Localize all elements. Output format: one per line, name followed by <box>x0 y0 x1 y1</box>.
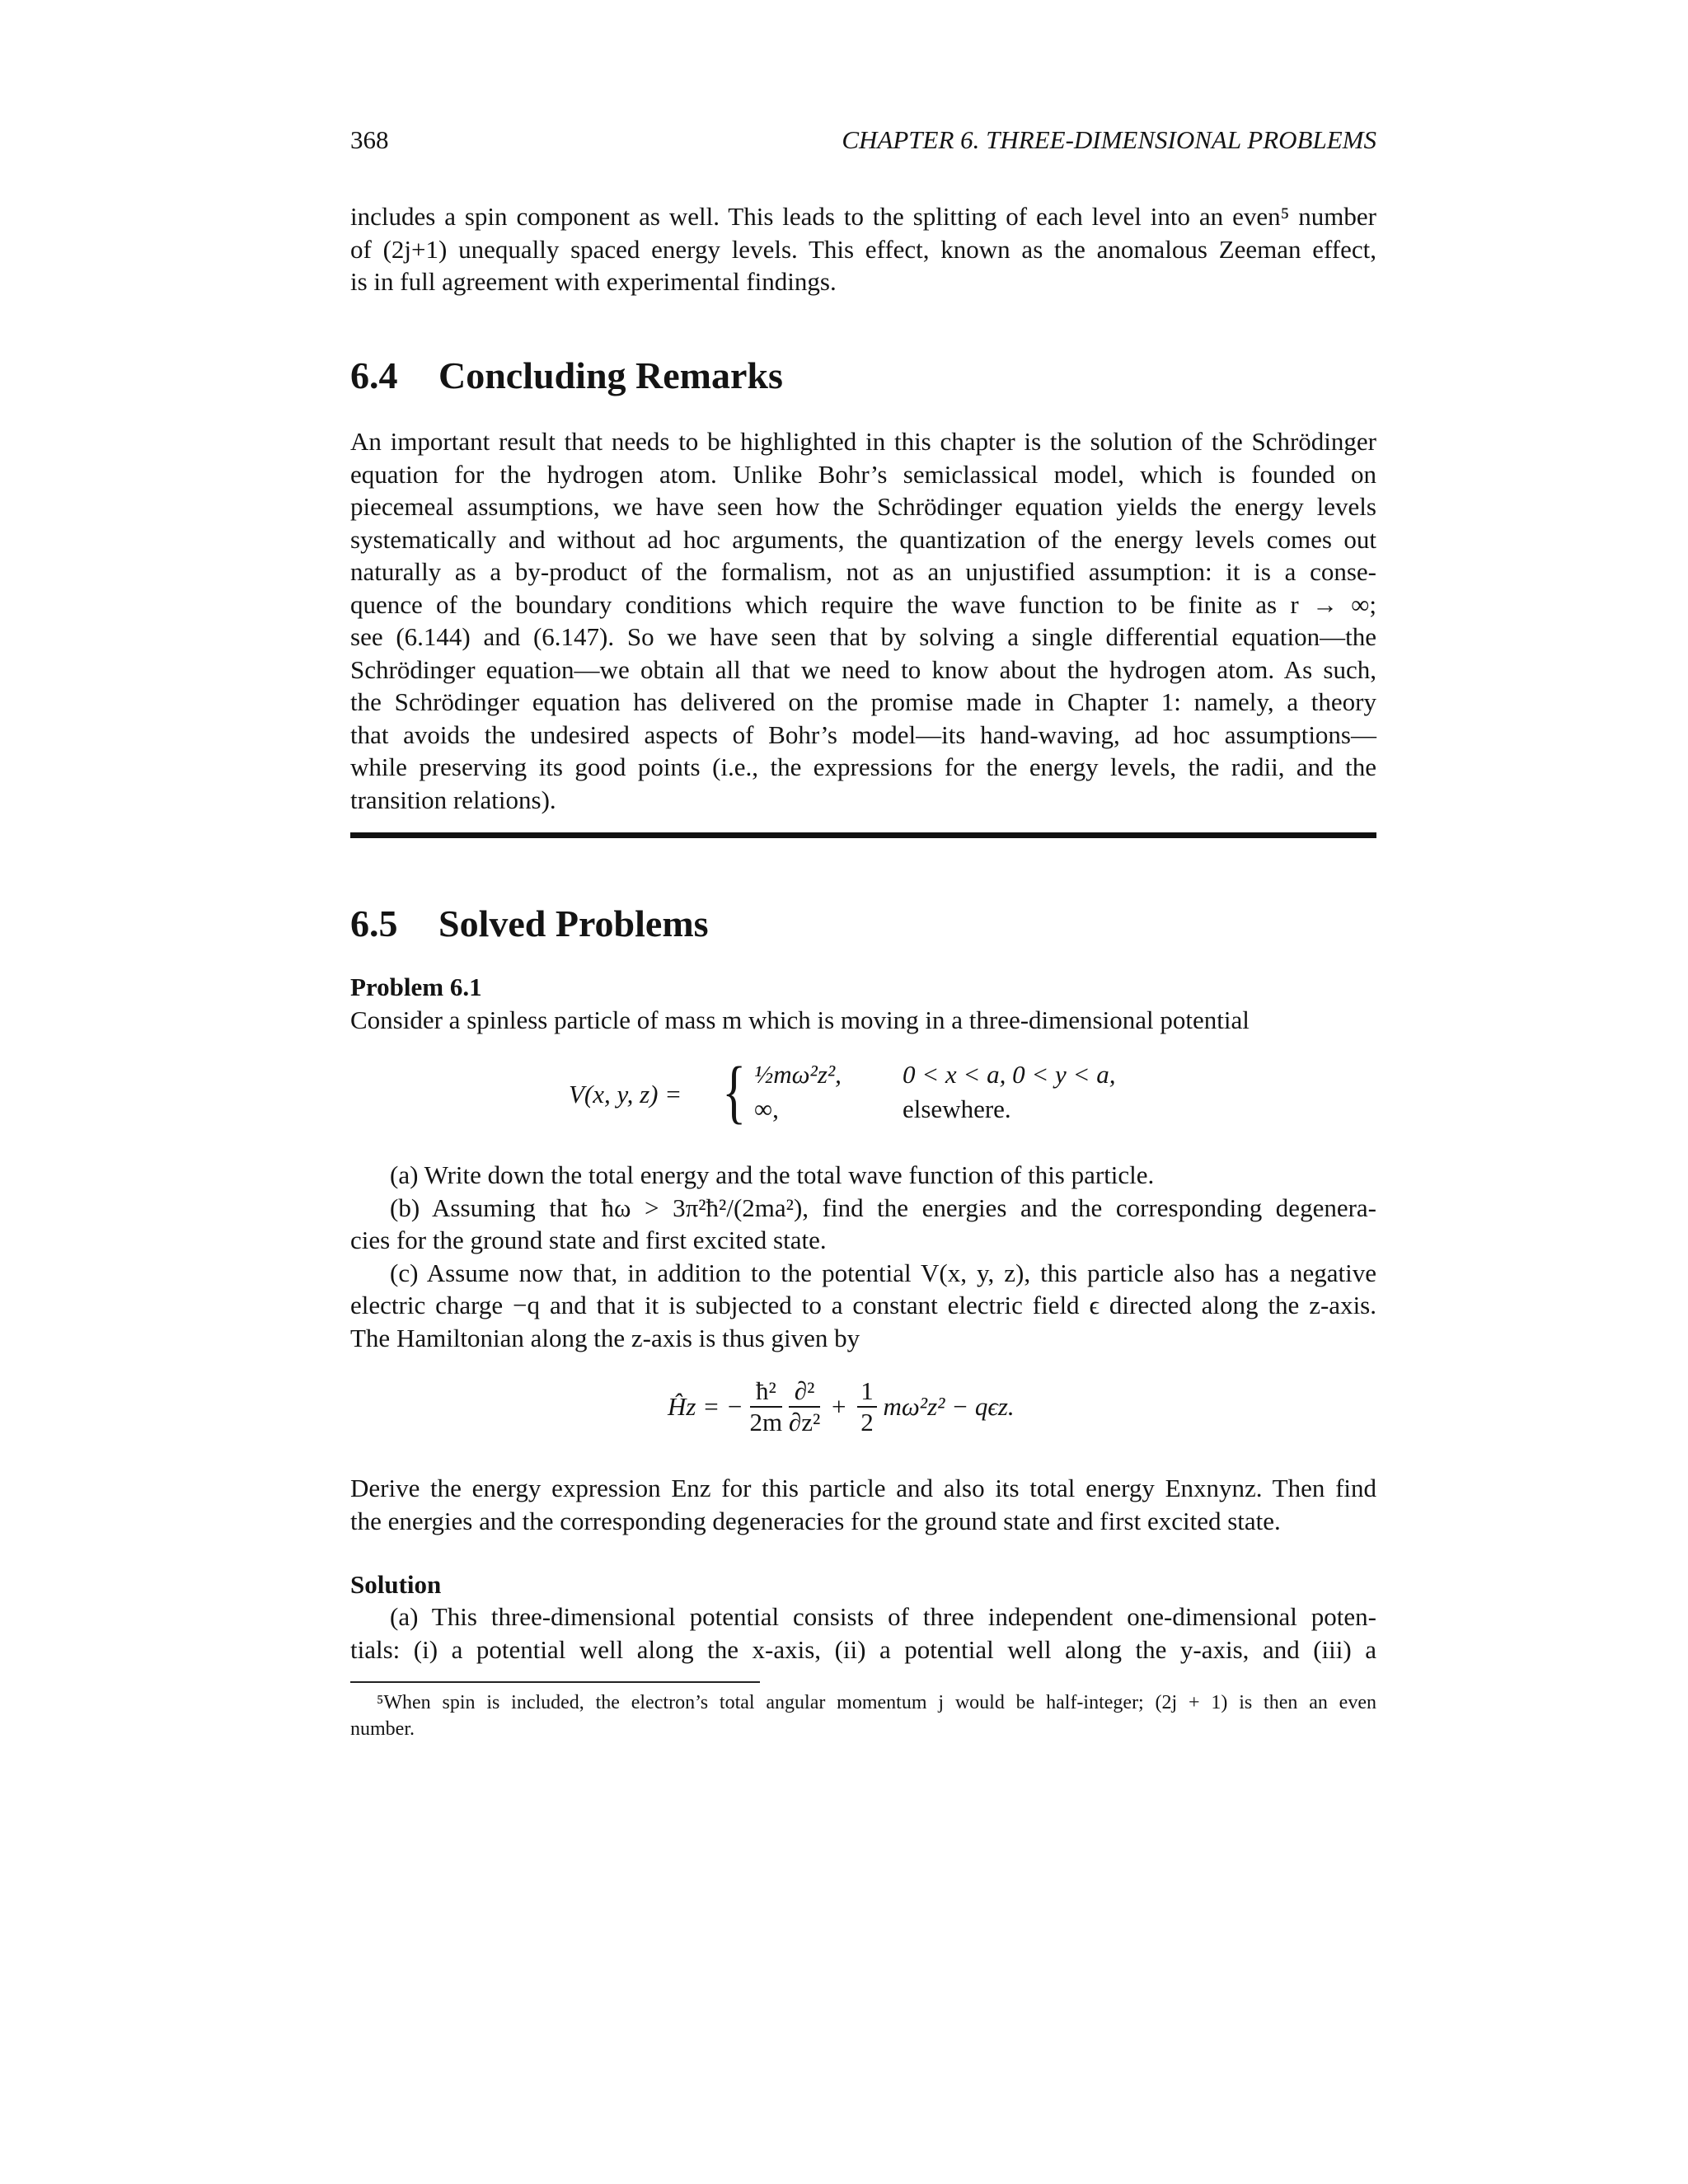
text-line: that avoids the undesired aspects of Bohr’s model—its hand-waving, ad hoc assumptions— <box>350 719 1376 749</box>
fraction-one-half <box>857 1376 877 1437</box>
problem-parts <box>350 1159 1376 1354</box>
text-line: quence of the boundary conditions which require the wave function to be finite as r → ∞; <box>350 589 1376 619</box>
page-number: 368 <box>350 125 389 154</box>
problem-intro <box>350 1004 1376 1037</box>
chapter-title: CHAPTER 6. THREE-DIMENSIONAL PROBLEMS <box>842 125 1376 154</box>
fraction-hbar-over-2m <box>750 1376 783 1437</box>
problem-heading: Problem 6.1 <box>350 972 482 1001</box>
text-line: naturally as a by-product of the formalism, not as an unjustified assumption: it is a conse- <box>350 557 1376 586</box>
text-line: piecemeal assumptions, we have seen how the Schrödinger equation yields the energy levels <box>350 492 1376 521</box>
fraction-partial-derivative <box>789 1376 820 1437</box>
section-title: Solved Problems <box>438 902 709 944</box>
part-c-line: (c) Assume now that, in addition to the potential V(x, y, z), this particle also has a negative <box>390 1258 1376 1287</box>
text-line: includes a spin component as well. This leads to the splitting of each level into an even⁵ number <box>350 202 1376 231</box>
part-c-line: The Hamiltonian along the z-axis is thus given by <box>350 1323 860 1352</box>
text-line: Consider a spinless particle of mass m which is moving in a three-dimensional potential <box>350 1005 1250 1034</box>
derive-paragraph <box>350 1472 1376 1537</box>
part-b-line: cies for the ground state and first excited state. <box>350 1226 827 1254</box>
concluding-remarks-paragraph <box>350 425 1376 816</box>
part-a: (a) Write down the total energy and the total wave function of this particle. <box>390 1160 1155 1189</box>
text-line: Derive the energy expression Enz for this particle and also its total energy Enxnynz. Then find <box>350 1474 1376 1502</box>
text-line: the Schrödinger equation has delivered on the promise made in Chapter 1: namely, a theory <box>350 687 1376 716</box>
plus-sign: + <box>832 1392 846 1421</box>
section-number: 6.4 <box>350 354 398 396</box>
section-number: 6.5 <box>350 902 398 944</box>
text-line: tials: (i) a potential well along the x-axis, (ii) a potential well along the y-axis, and (iii) a <box>350 1634 1376 1664</box>
solution-heading: Solution <box>350 1570 442 1599</box>
hamiltonian-lhs: Ĥz = − <box>668 1392 743 1421</box>
hamiltonian-rest: mω²z² − qϵz. <box>883 1392 1015 1421</box>
text-line: while preserving its good points (i.e., the expressions for the energy levels, the radii, and the <box>350 752 1376 781</box>
numerator: 1 <box>857 1376 877 1408</box>
footnote-line: ⁵When spin is included, the electron’s total angular momentum j would be half-integer; (2j + 1) is then an even <box>377 1692 1376 1713</box>
denominator: 2 <box>860 1408 874 1436</box>
solution-paragraph <box>350 1601 1376 1666</box>
part-b-line: (b) Assuming that ħω > 3π²ħ²/(2ma²), find the energies and the corresponding degenera- <box>390 1193 1376 1222</box>
text-line: transition relations). <box>350 785 556 814</box>
footnote-line: number. <box>350 1718 415 1740</box>
potential-equation <box>569 1052 1228 1137</box>
text-line: An important result that needs to be highlighted in this chapter is the solution of the Schrödinger <box>350 427 1376 456</box>
potential-lhs: V(x, y, z) = <box>569 1080 682 1108</box>
section-heading-6-5 <box>350 901 709 947</box>
part-c-line: electric charge −q and that it is subjected to a constant electric field ϵ directed along the z-axis. <box>350 1291 1376 1319</box>
text-line: equation for the hydrogen atom. Unlike Bohr’s semiclassical model, which is founded on <box>350 459 1376 489</box>
hamiltonian-equation <box>668 1376 1162 1451</box>
text-line: of (2j+1) unequally spaced energy levels. This effect, known as the anomalous Zeeman effect, <box>350 234 1376 264</box>
intro-paragraph <box>350 200 1376 298</box>
numerator: ∂² <box>789 1376 820 1408</box>
text-line: systematically and without ad hoc arguments, the quantization of the energy levels comes out <box>350 524 1376 554</box>
section-divider-rule <box>350 832 1376 838</box>
footnote <box>350 1690 1376 1742</box>
text-line: Schrödinger equation—we obtain all that we need to know about the hydrogen atom. As such, <box>350 654 1376 684</box>
case1-condition: 0 < x < a, 0 < y < a, <box>903 1060 1116 1089</box>
text-line: the energies and the corresponding degeneracies for the ground state and first excited state. <box>350 1506 1281 1535</box>
denominator: ∂z² <box>788 1408 821 1436</box>
footnote-rule <box>350 1681 760 1683</box>
left-brace: { <box>722 1052 747 1131</box>
case2-condition: elsewhere. <box>903 1094 1011 1123</box>
denominator: 2m <box>749 1408 783 1436</box>
section-heading-6-4 <box>350 353 783 399</box>
case2-expression: ∞, <box>754 1094 779 1123</box>
case1-expression: ½mω²z², <box>754 1060 842 1089</box>
numerator: ħ² <box>750 1376 783 1408</box>
text-line: (a) This three-dimensional potential consists of three independent one-dimensional poten- <box>390 1602 1376 1631</box>
section-title: Concluding Remarks <box>438 354 783 396</box>
text-line: see (6.144) and (6.147). So we have seen that by solving a single differential equation—the <box>350 622 1376 651</box>
text-line: is in full agreement with experimental findings. <box>350 267 837 296</box>
